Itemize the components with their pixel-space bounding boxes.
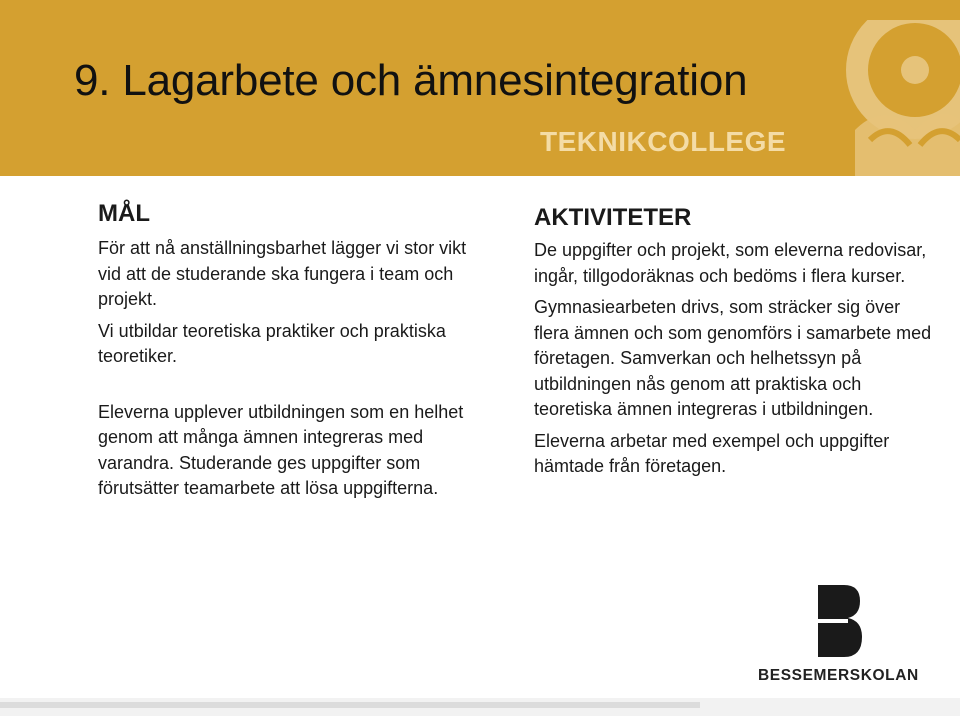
aktiviteter-heading: AKTIVITETER [534,204,692,231]
header-band [0,0,960,176]
mal-paragraph-1: För att nå anställningsbarhet lägger vi stor vikt vid att de studerande ska fungera i team och projekt. [98,238,467,309]
mal-paragraph-2: Vi utbildar teoretiska praktiker och praktiska teoretiker. [98,320,446,366]
teknikcollege-logo-text: TEKNIKCOLLEGE [540,126,787,157]
bessemerskolan-b-logo-icon [818,585,862,657]
mal-section [98,200,478,508]
mal-paragraph-3: Eleverna upplever utbildningen som en helhet genom att många ämnen integreras med varandra. Studerande ges uppgifter som förutsätter teamarbete att lösa uppgifterna. [98,401,464,498]
aktiviteter-section [534,204,934,486]
teknikcollege-emblem-icon [815,20,960,176]
bottom-strip [0,698,960,716]
mal-heading: MÅL [98,200,150,227]
bottom-divider [0,702,700,708]
aktiviteter-paragraph-2: Gymnasiearbeten drivs, som sträcker sig över flera ämnen och som genomförs i samarbete med företagen. Samverkan och helhetssyn på utbildningen nås genom att praktiska och teoretiska ämnen integreras i utbildningen. [534,297,932,419]
aktiviteter-paragraph-1: De uppgifter och projekt, som eleverna redovisar, ingår, tillgodoräknas och bedöms i flera kurser. [534,240,927,286]
page-title: 9. Lagarbete och ämnesintegration [74,56,748,105]
aktiviteter-paragraph-3: Eleverna arbetar med exempel och uppgifter hämtade från företagen. [534,430,890,476]
bessemerskolan-logo-text: BESSEMERSKOLAN [758,667,919,684]
